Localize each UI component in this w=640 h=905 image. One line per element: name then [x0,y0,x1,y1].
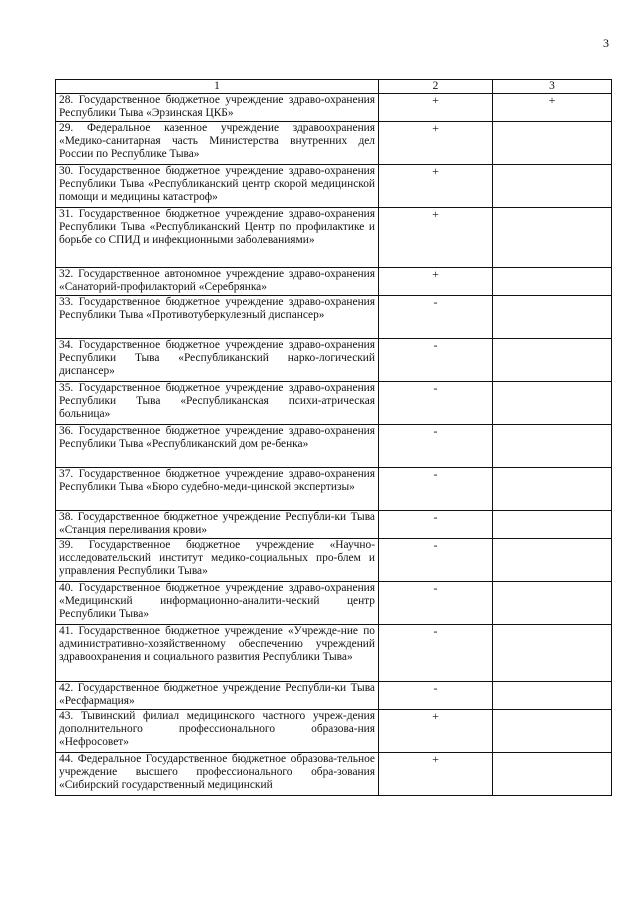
institution-name: 41. Государственное бюджетное учреждение «Учрежде-ние по административно-хозяйственному обеспечению учреждений здравоохранения и социального развития Республики Тыва» [56,625,379,682]
column-3-mark [493,268,612,296]
column-3-mark [493,582,612,625]
column-3-mark [493,753,612,796]
institution-name: 36. Государственное бюджетное учреждение здраво-охранения Республики Тыва «Республиканский дом ре-бенка» [56,425,379,468]
column-2-mark: - [379,339,493,382]
institution-name: 43. Тывинский филиал медицинского частного учреж-дения дополнительного профессионального образова-ния «Нефросовет» [56,710,379,753]
institution-name: 39. Государственное бюджетное учреждение «Научно-исследовательский институт медико-социальных про-блем и управления Республики Тыва» [56,539,379,582]
institution-name: 35. Государственное бюджетное учреждение здраво-охранения Республики Тыва «Республиканская психи-атрическая больница» [56,382,379,425]
table-header-row [56,80,612,94]
column-2-mark: + [379,208,493,268]
institution-name: 42. Государственное бюджетное учреждение Республи-ки Тыва «Ресфармация» [56,682,379,710]
column-2-mark: - [379,382,493,425]
column-2-mark: - [379,425,493,468]
column-3-mark [493,682,612,710]
column-3-mark [493,339,612,382]
table-row [56,268,612,296]
table-row [56,511,612,539]
institution-name: 28. Государственное бюджетное учреждение здраво-охранения Республики Тыва «Эрзинская ЦКБ» [56,94,379,122]
institution-name: 33. Государственное бюджетное учреждение здраво-охранения Республики Тыва «Противотуберкулезный диспансер» [56,296,379,339]
table-row [56,625,612,682]
table-row [56,425,612,468]
column-3-mark [493,165,612,208]
column-3-mark [493,625,612,682]
table-row [56,339,612,382]
institution-name: 40. Государственное бюджетное учреждение здраво-охранения «Медицинский информационно-аналити-ческий центр Республики Тыва» [56,582,379,625]
institution-name: 44. Федеральное Государственное бюджетное образова-тельное учреждение высшего профессионального обра-зования «Сибирский государственный медицинский [56,753,379,796]
column-3-mark [493,425,612,468]
column-3-mark [493,382,612,425]
column-2-mark: + [379,122,493,165]
institution-name: 38. Государственное бюджетное учреждение Республи-ки Тыва «Станция переливания крови» [56,511,379,539]
column-header-2: 2 [379,80,493,94]
table-row [56,539,612,582]
column-2-mark: + [379,268,493,296]
table-row [56,94,612,122]
column-2-mark: - [379,468,493,511]
column-2-mark: + [379,710,493,753]
table-row [56,682,612,710]
column-2-mark: + [379,753,493,796]
column-3-mark [493,468,612,511]
table-row [56,710,612,753]
column-header-3: 3 [493,80,612,94]
institution-name: 34. Государственное бюджетное учреждение здраво-охранения Республики Тыва «Республиканский нарко-логический диспансер» [56,339,379,382]
page-number: 3 [603,36,609,50]
institution-name: 30. Государственное бюджетное учреждение здраво-охранения Республики Тыва «Республиканский центр скорой медицинской помощи и медицины катастроф» [56,165,379,208]
column-header-1: 1 [56,80,379,94]
institution-name: 32. Государственное автономное учреждение здраво-охранения «Санаторий-профилакторий «Серебрянка» [56,268,379,296]
column-3-mark [493,710,612,753]
column-3-mark [493,539,612,582]
table-row [56,382,612,425]
institutions-table [55,79,612,796]
column-2-mark: - [379,296,493,339]
column-3-mark [493,511,612,539]
institution-name: 37. Государственное бюджетное учреждение здраво-охранения Республики Тыва «Бюро судебно-меди-цинской экспертизы» [56,468,379,511]
institution-name: 29. Федеральное казенное учреждение здравоохранения «Медико-санитарная часть Министерства внутренних дел России по Республике Тыва» [56,122,379,165]
table-row [56,753,612,796]
column-3-mark: + [493,94,612,122]
column-3-mark [493,296,612,339]
column-2-mark: - [379,582,493,625]
table-row [56,208,612,268]
column-3-mark [493,122,612,165]
table-row [56,296,612,339]
column-2-mark: - [379,511,493,539]
column-2-mark: - [379,539,493,582]
column-2-mark: - [379,682,493,710]
table-row [56,165,612,208]
column-2-mark: - [379,625,493,682]
column-2-mark: + [379,94,493,122]
table-row [56,582,612,625]
table-row [56,468,612,511]
column-2-mark: + [379,165,493,208]
table-row [56,122,612,165]
column-3-mark [493,208,612,268]
institution-name: 31. Государственное бюджетное учреждение здраво-охранения Республики Тыва «Республиканский Центр по профилактике и борьбе со СПИД и инфекционными заболеваниями» [56,208,379,268]
